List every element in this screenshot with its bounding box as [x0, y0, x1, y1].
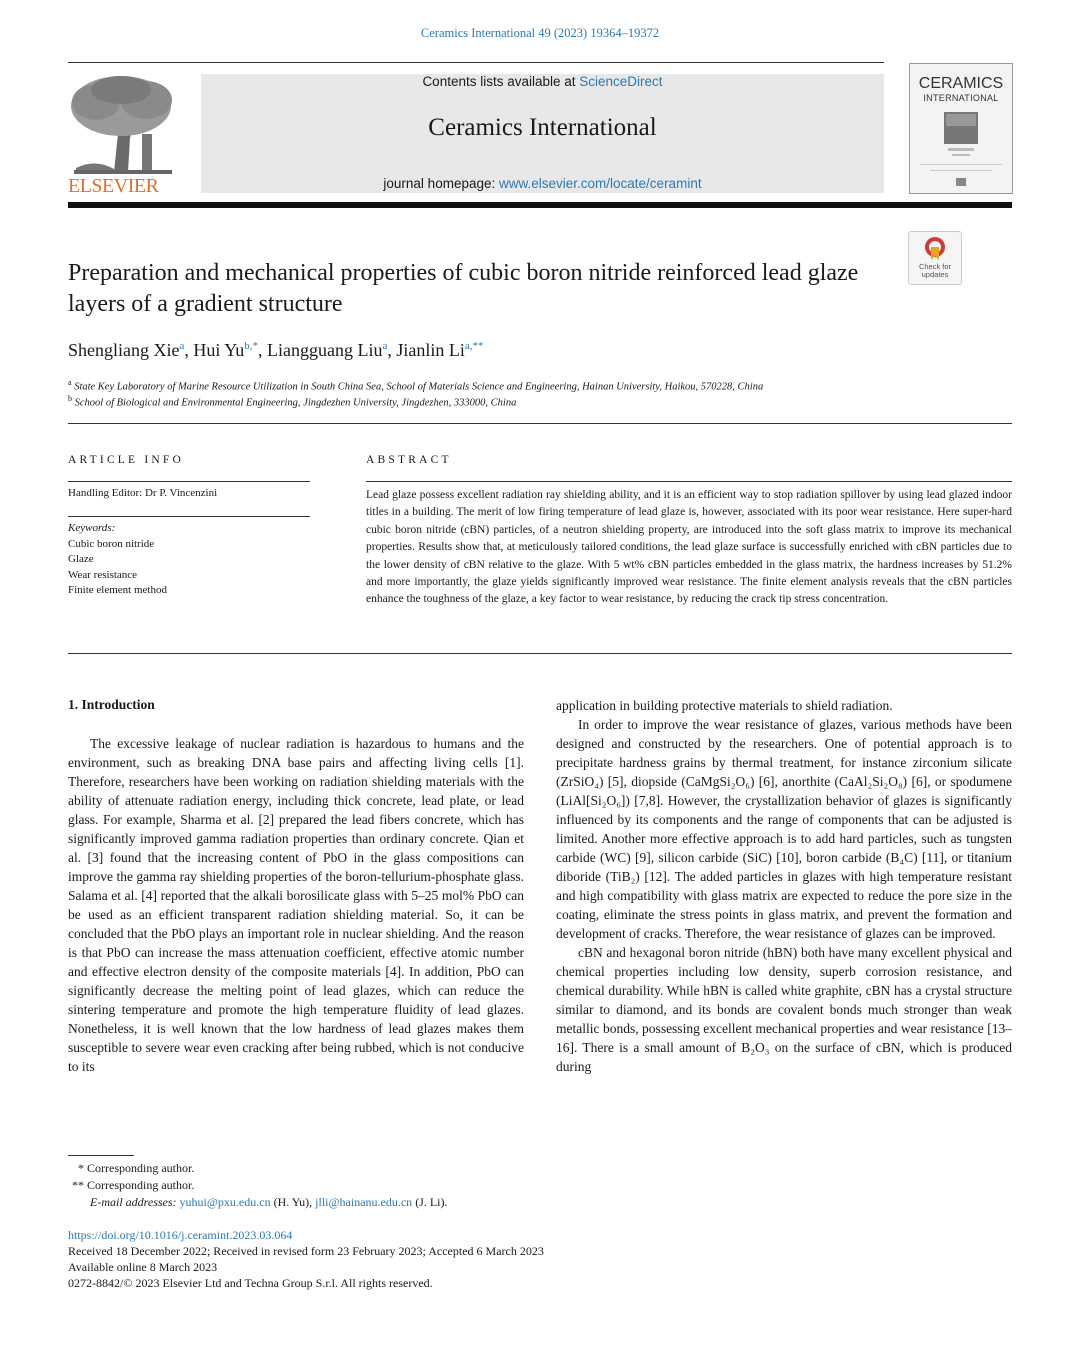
journal-title: Ceramics International [428, 114, 657, 141]
left-column [68, 734, 524, 1076]
publication-info [68, 1227, 544, 1291]
journal-citation[interactable]: Ceramics International 49 (2023) 19364–19372 [420, 26, 660, 40]
abstract-heading: ABSTRACT [366, 454, 452, 466]
affiliation-text: School of Biological and Environmental Engineering, Jingdezhen University, Jingdezhen, 333000, China [74, 397, 517, 409]
author-affiliation-mark[interactable]: b,* [244, 340, 258, 352]
cover-subtitle: INTERNATIONAL [923, 93, 999, 103]
footnotes: * Corresponding author. ** Corresponding author. E-mail addresses: yuhui@pxu.edu.cn (H. Yu), jlli@hainanu.edu.cn (J. Li). [72, 1161, 448, 1209]
affiliation [68, 394, 1008, 409]
section-rule [68, 481, 310, 482]
keyword: Glaze [68, 553, 94, 566]
body-paragraph-continuation: application in building protective materials to shield radiation. [556, 698, 893, 713]
check-for-updates-label: Check for updates [918, 262, 952, 279]
contents-line [201, 74, 884, 89]
section-rule [68, 423, 1012, 424]
elsevier-wordmark: ELSEVIER [68, 175, 159, 197]
author-name[interactable]: Shengliang Xie [68, 340, 180, 360]
article-info-heading: ARTICLE INFO [68, 454, 184, 466]
author-name[interactable]: Jianlin Li [396, 340, 465, 360]
affiliation [68, 378, 1008, 393]
right-column [556, 696, 1012, 1076]
journal-homepage-link[interactable]: www.elsevier.com/locate/ceramint [499, 176, 702, 191]
author-affiliation-mark[interactable]: a,** [464, 340, 484, 352]
check-for-updates-badge[interactable] [908, 231, 962, 285]
header-rule [68, 62, 884, 63]
bookmark-ribbon-icon [923, 236, 947, 262]
keyword: Wear resistance [68, 568, 138, 581]
email-label: E-mail addresses: [90, 1195, 177, 1209]
keyword: Cubic boron nitride [68, 537, 155, 550]
keywords-block [68, 521, 167, 599]
email-owner: (H. Yu), [273, 1195, 313, 1209]
body-paragraph: In order to improve the wear resistance of glazes, various methods have been designed and constructed by the researchers. One of potential approach is to precipitate hardness grains by thermal treatment, for instance zirconium silicate (ZrSiO₄) [5], diopside (CaMgSi₂O₆) [6], anorthite (CaAl₂Si₂O₈) [6], or spodumene (LiAl[Si₂O₆]) [7,8]. However, the crystallization behavior of glazes is significantly influenced by its components and the range of components that can be adjusted is limited. Another more effective approach is to add hard particles, such as tungsten carbide (WC) [9], silicon carbide (SiC) [10], boron carbide (B₄C) [11], or titanium diboride (TiB₂) [12]. The added particles in glazes with high temperature resistant and high compatibility with glass matrix are expected to reduce the pore size in the coating, eliminate the stress points in glass matrix, and prevent the formation and development of cracks. Therefore, the wear resistance of glazes can be improved. [556, 717, 1012, 941]
keyword: Finite element method [68, 584, 167, 597]
journal-cover-thumbnail[interactable] [909, 63, 1013, 194]
section-rule [68, 516, 310, 517]
author-name[interactable]: Hui Yu [193, 340, 245, 360]
handling-editor: Handling Editor: Dr P. Vincenzini [68, 487, 218, 499]
corresponding-author-note: Corresponding author. [87, 1178, 195, 1192]
cover-art-icon [910, 108, 1012, 193]
article-title: Preparation and mechanical properties of cubic boron nitride reinforced lead glaze layers of a gradient structure [68, 260, 859, 317]
copyright: 0272-8842/© 2023 Elsevier Ltd and Techna Group S.r.l. All rights reserved. [68, 1276, 433, 1290]
available-online: Available online 8 March 2023 [68, 1260, 218, 1274]
author-affiliation-mark[interactable]: a [382, 340, 388, 352]
section-rule [366, 481, 1012, 482]
corresponding-author-note: Corresponding author. [87, 1161, 195, 1175]
homepage-line [201, 176, 884, 191]
affiliation-mark: a [68, 378, 72, 387]
email-owner: (J. Li). [415, 1195, 448, 1209]
abstract-text: Lead glaze possess excellent radiation ray shielding ability, and it is an efficient way to stop radiation spillover by using lead glazed indoor titles in a building. The merit of low firing temperature of lead glaze is, however, associated with its poor wear resistance. Here super-hard cubic boron nitride (cBN) particles, of a neutron shielding property, are introduced into the soft glass matrix to improve its mechanical properties. Results show that, at meticulously tailored conditions, the lead glaze surface is successfully enriched with cBN particles due to the lower density of cBN relative to the glaze. With 5 wt% cBN particles embedded in the glass matrix, the hardness increases by 51.2% and more importantly, the glaze yields significantly improved wear resistance. The finite element analysis reveals that the cBN particles enhance the toughness of the glaze, a key factor to wear resistance, by reducing the crack tip stress concentration. [366, 489, 1012, 606]
author-name[interactable]: Liangguang Liu [266, 340, 383, 360]
email-link[interactable]: yuhui@pxu.edu.cn [179, 1195, 271, 1209]
keywords-label: Keywords: [68, 522, 116, 534]
introduction-heading: 1. Introduction [68, 697, 155, 712]
author-list: Shengliang Xie$^a$, Hui $Yu^{b,*}$, Liangguang Liu$^a$, Jianlin $Li^{a,**}$ [68, 340, 484, 360]
email-link[interactable]: jlli@hainanu.edu.cn [315, 1195, 413, 1209]
body-paragraph: cBN and hexagonal boron nitride (hBN) both have many excellent physical and chemical properties including low density, superb corrosion resistance, and chemical durability. While hBN is called white graphite, cBN has a crystal structure similar to diamond, and its bonds are covalent bonds much stronger than weak metallic bonds, possessing excellent mechanical properties and wear resistance [13–16]. There is a small amount of B₂O₃ on the surface of cBN, which is produced during [556, 945, 1012, 1074]
affiliation-mark: b [68, 394, 72, 403]
doi-link[interactable]: https://doi.org/10.1016/j.ceramint.2023.03.064 [68, 1228, 293, 1242]
body-paragraph: The excessive leakage of nuclear radiation is hazardous to humans and the environment, such as breaking DNA base pairs and affecting living cells [1]. Therefore, researchers have been working on radiation shielding materials with the ability of attenuate radiation energy, including thick concrete, lead plate, or lead glass. For example, Sharma et al. [2] prepared the lead fibers concrete, which has significantly improved gamma radiation properties than ordinary concrete. Qian et al. [3] found that the increasing content of PbO in the glass compositions can improve the gamma ray shielding properties of the boron-tellurium-phosphate glass. Salama et al. [4] reported that the alkali borosilicate glass with 5–25 mol% PbO can be used as an efficient transparent radiation shielding material. So, it can be concluded that the PbO plays an important role in nuclear shielding. And the reason is that PbO can increase the mass attenuation coefficient, effective atomic number and effective electron density of the composite materials [4]. In addition, PbO can significantly decrease the melting point of lead glazes, which can reduce the sintering temperature and promote the high temperature fluidity of lead glazes. Nonetheless, it is well known that the low hardness of lead glazes makes them susceptible to severe wear even cracking after being rubbed, which is not conducive to its [68, 736, 524, 1074]
section-rule [68, 653, 1012, 654]
footnote-rule [68, 1155, 134, 1156]
homepage-prefix: journal homepage: [383, 176, 499, 191]
affiliation-text: State Key Laboratory of Marine Resource Utilization in South China Sea, School of Materials Science and Engineering, Hainan University, Haikou, 570228, China [74, 381, 764, 393]
author-affiliation-mark[interactable]: a [179, 340, 185, 352]
contents-prefix: Contents lists available at [422, 74, 580, 89]
received-dates: Received 18 December 2022; Received in revised form 23 February 2023; Accepted 6 March 2023 [68, 1244, 544, 1258]
sciencedirect-link[interactable]: ScienceDirect [579, 74, 663, 89]
cover-title: CERAMICS [918, 75, 1004, 92]
header-thick-rule [68, 202, 1012, 208]
